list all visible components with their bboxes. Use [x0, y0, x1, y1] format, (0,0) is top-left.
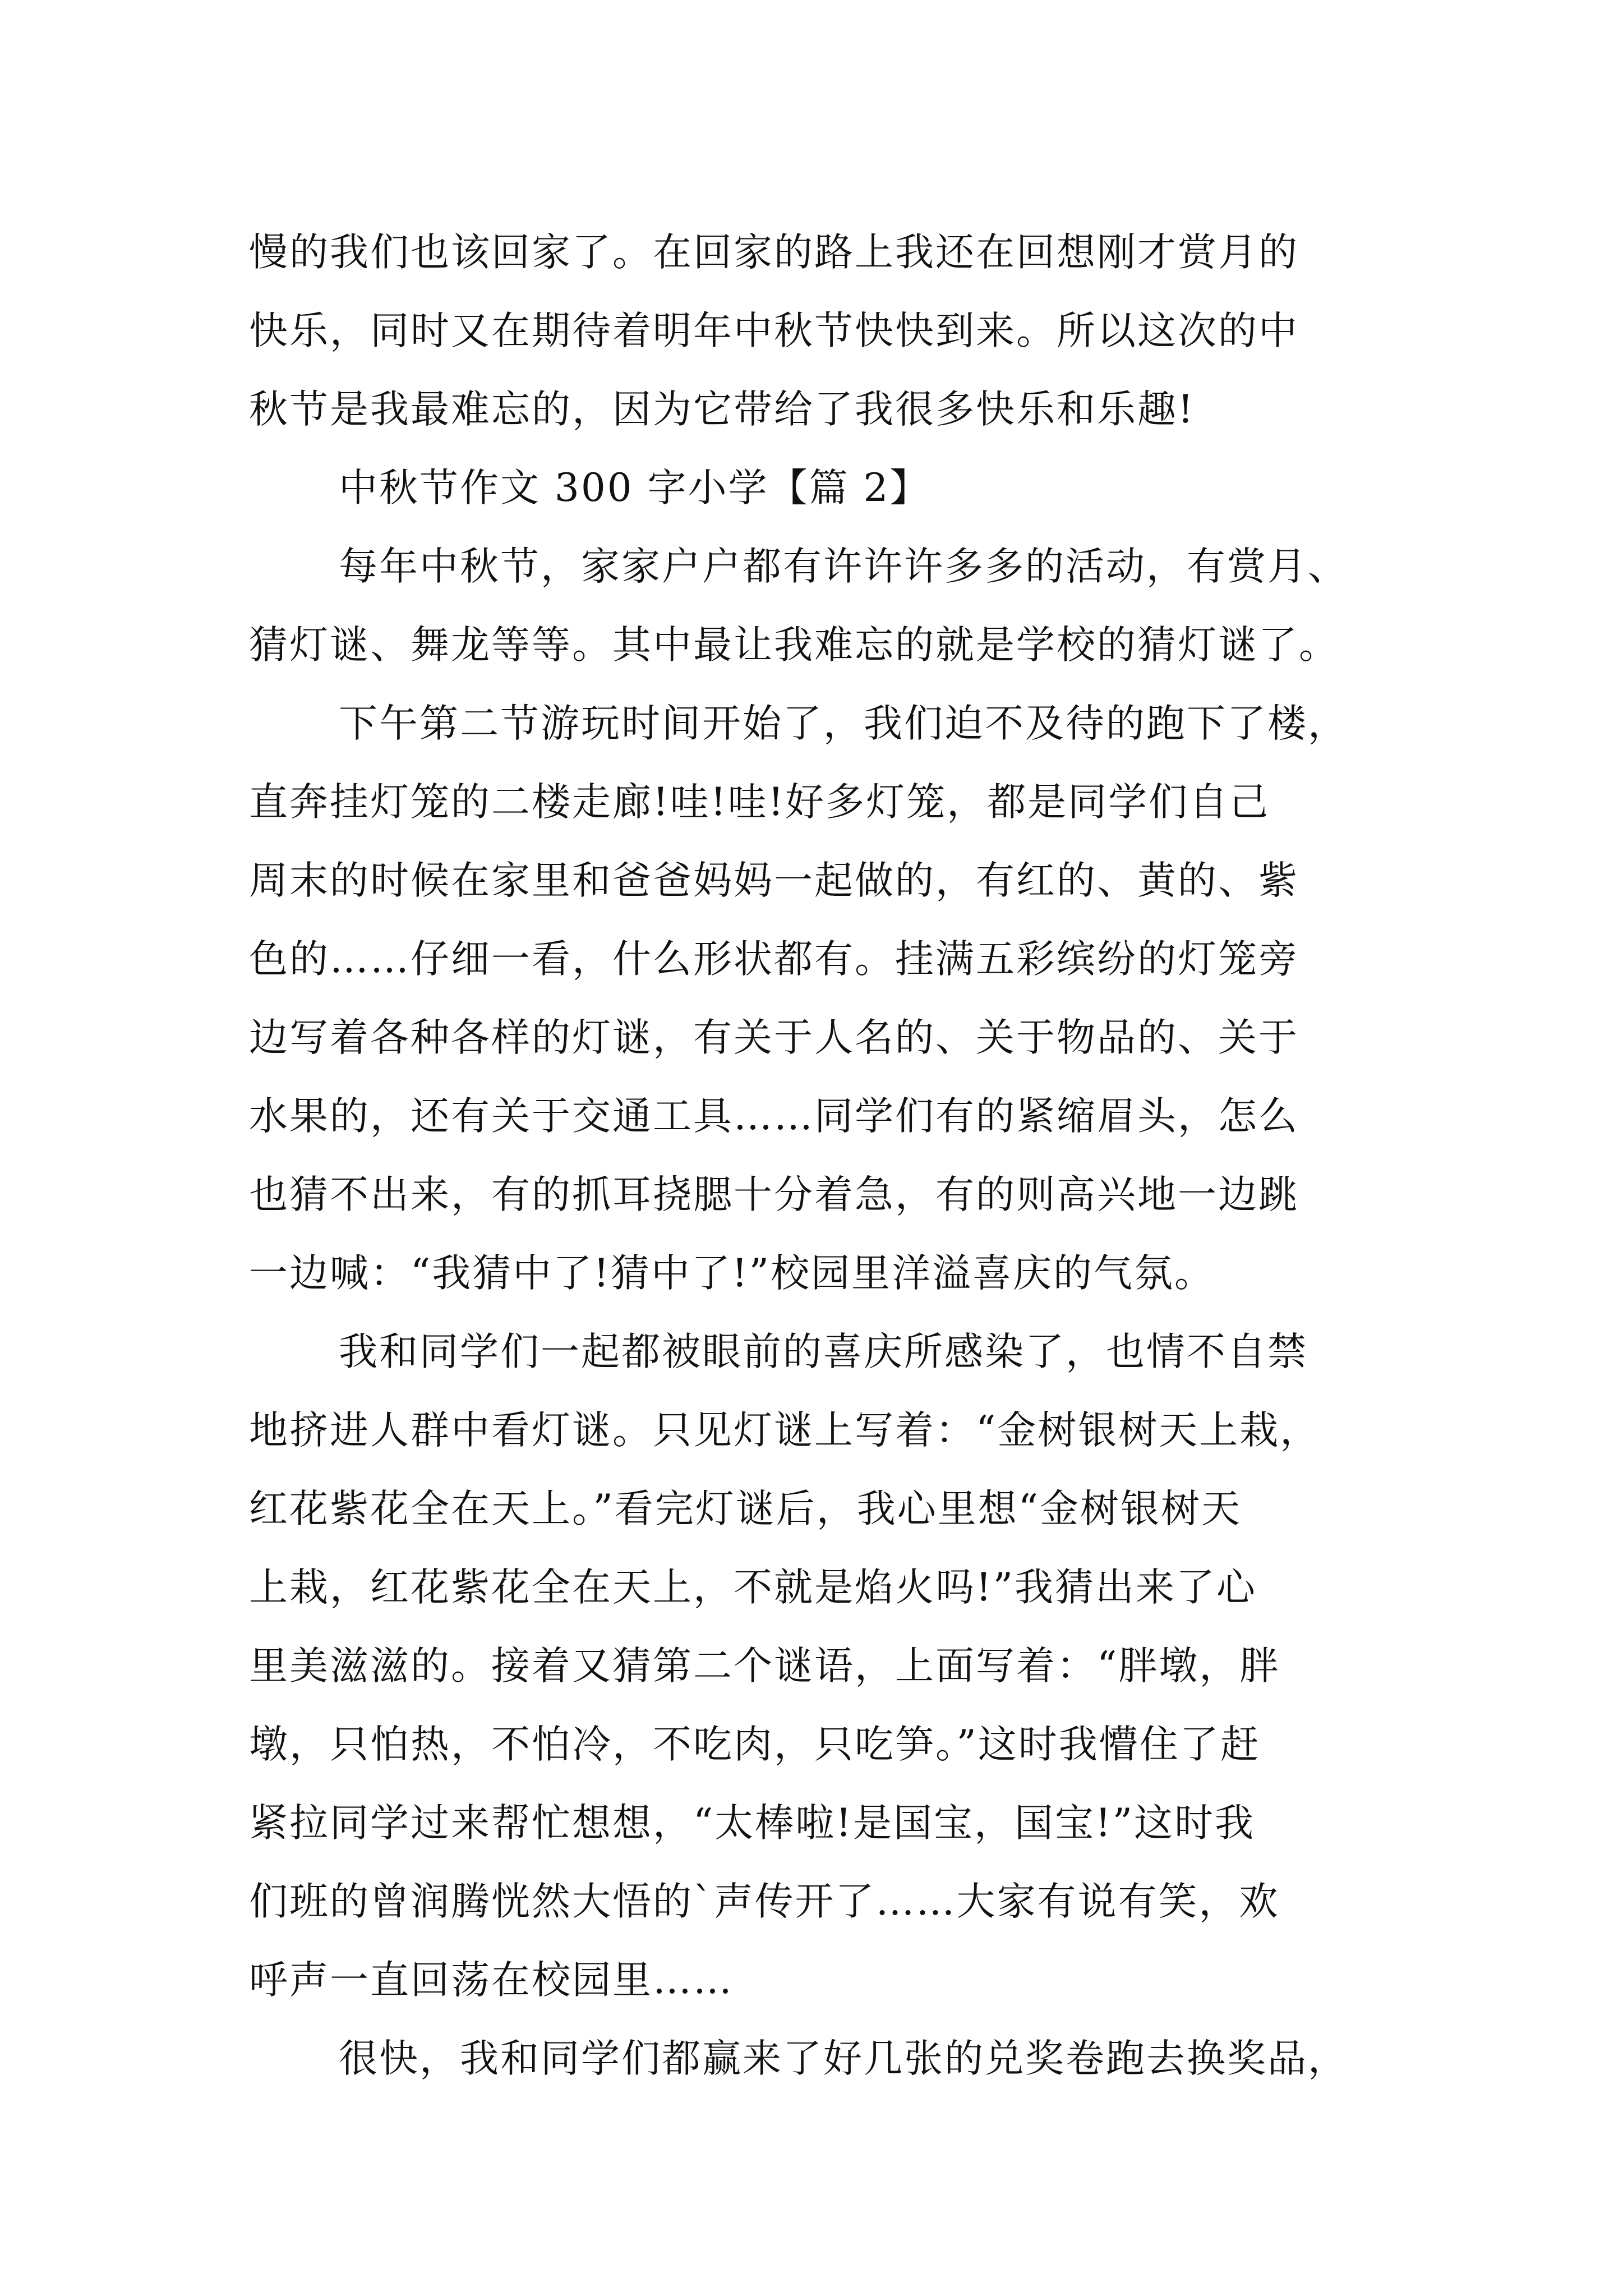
text-line: 红花紫花全在天上。”看完灯谜后，我心里想“金树银树天: [249, 1487, 1242, 1531]
text-line: 墩，只怕热，不怕冷，不吃肉，只吃笋。”这时我懵住了赶: [249, 1722, 1261, 1767]
section-heading: 中秋节作文 300 字小学【篇 2】: [339, 466, 930, 510]
text-line: 很快，我和同学们都赢来了好几张的兑奖卷跑去换奖品，: [339, 2036, 1348, 2081]
text-line: 上栽，红花紫花全在天上，不就是焰火吗!”我猜出来了心: [249, 1565, 1257, 1610]
text-line: 每年中秋节，家家户户都有许许许多多的活动，有赏月、: [339, 544, 1348, 589]
text-line: 紧拉同学过来帮忙想想，“太棒啦!是国宝，国宝!”这时我: [249, 1801, 1256, 1846]
text-line: 们班的曾润腾恍然大悟的`声传开了……大家有说有笑，欢: [249, 1879, 1280, 1924]
text-line: 我和同学们一起都被眼前的喜庆所感染了，也情不自禁: [339, 1329, 1308, 1374]
text-line: 地挤进人群中看灯谜。只见灯谜上写着：“金树银树天上栽，: [249, 1408, 1321, 1453]
text-line: 周末的时候在家里和爸爸妈妈一起做的，有红的、黄的、紫: [249, 858, 1299, 903]
text-line: 直奔挂灯笼的二楼走廊!哇!哇!好多灯笼，都是同学们自己: [249, 780, 1270, 825]
text-line: 水果的，还有关于交通工具……同学们有的紧缩眉头，怎么: [249, 1094, 1299, 1139]
text-line: 一边喊：“我猜中了!猜中了!”校园里洋溢喜庆的气氛。: [249, 1251, 1215, 1296]
document-body: [249, 213, 1415, 2098]
text-line: 里美滋滋的。接着又猜第二个谜语，上面写着：“胖墩，胖: [249, 1644, 1280, 1688]
text-line: 下午第二节游玩时间开始了，我们迫不及待的跑下了楼，: [339, 701, 1348, 746]
text-line: 秋节是我最难忘的，因为它带给了我很多快乐和乐趣!: [249, 387, 1195, 432]
text-line: 色的……仔细一看，什么形状都有。挂满五彩缤纷的灯笼旁: [249, 937, 1299, 982]
text-line: 也猜不出来，有的抓耳挠腮十分着急，有的则高兴地一边跳: [249, 1172, 1299, 1217]
text-line: 慢的我们也该回家了。在回家的路上我还在回想刚才赏月的: [249, 230, 1299, 275]
text-line: 猜灯谜、舞龙等等。其中最让我难忘的就是学校的猜灯谜了。: [249, 623, 1339, 668]
text-line: 边写着各种各样的灯谜，有关于人名的、关于物品的、关于: [249, 1015, 1299, 1060]
text-line: 呼声一直回荡在校园里……: [249, 1958, 734, 2003]
text-line: 快乐，同时又在期待着明年中秋节快快到来。所以这次的中: [249, 309, 1299, 353]
